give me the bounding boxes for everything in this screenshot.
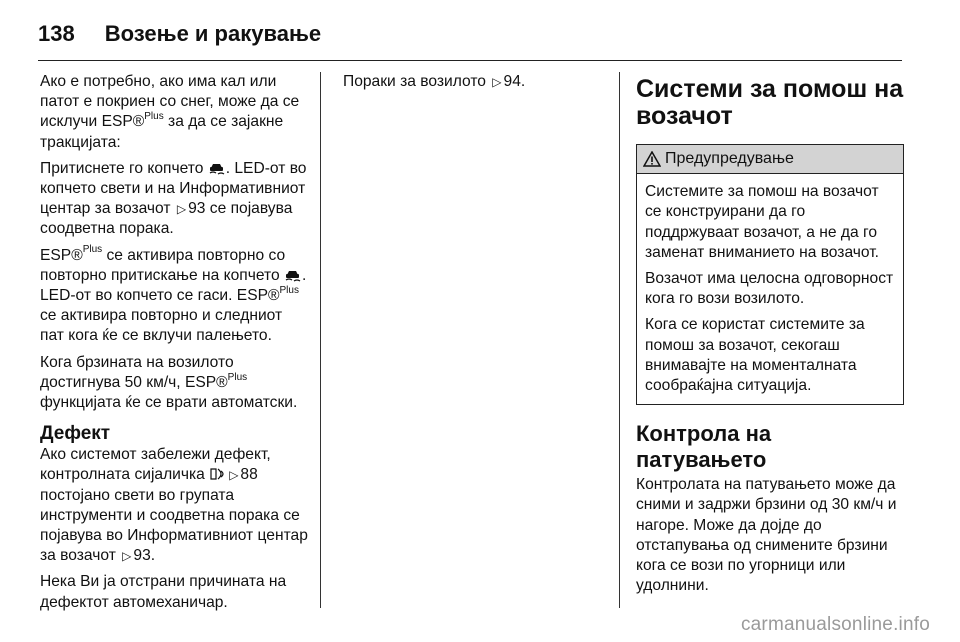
paragraph-vehicle-messages: Пораки за возилото ▷ 94. xyxy=(343,73,526,90)
paragraph-speed-auto: Кога брзината на возилото достигнува 50 км/ч, ESP®$^{Plus}$ функцијата ќе се врати автоматски. xyxy=(40,353,298,412)
column-3 xyxy=(636,72,904,602)
page-reference-icon: ▷ xyxy=(176,202,187,217)
column-1 xyxy=(40,72,308,619)
paragraph-press-button: Притиснете го копчето . LED-от во копчето свети и на Информативниот центар за возачот ▷ 93 се појавува соодветна порака. xyxy=(40,159,307,238)
warning-text-3: Кога се користат системите за помош за возачот, секогаш внимавајте на моменталната сообраќајна ситуација. xyxy=(645,316,865,395)
header-rule xyxy=(38,60,902,61)
page-reference-icon: ▷ xyxy=(122,549,132,564)
page-header xyxy=(38,14,321,54)
warning-text-1: Системите за помош на возачот се конструирани да го поддржуваат возачот, а не да го заменат вниманието на возачот. xyxy=(645,183,879,261)
esp-car-skid-icon xyxy=(208,161,226,175)
paragraph-esp-reactivate: ESP®$^{Plus}$ се активира повторно со повторно притискање на копчето . LED-от во копчето се гаси. ESP®$^{Plus}$ се активира повторно и следниот пат кога ќе се вклучи палењето. xyxy=(40,244,307,345)
page-reference[interactable]: 94 xyxy=(503,73,521,90)
page-reference-icon: ▷ xyxy=(229,468,239,483)
page-number: 138 xyxy=(38,21,75,46)
warning-header xyxy=(637,145,903,174)
paragraph-mechanic: Нека Ви ја отстрани причината на дефектот автомеханичар. xyxy=(40,573,287,611)
page-reference[interactable]: 88 xyxy=(240,466,258,484)
section-heading-fault: Дефект xyxy=(40,423,111,445)
warning-text-2: Возачот има целосна одговорност кога го вози возилото. xyxy=(645,270,894,308)
warning-body xyxy=(637,174,903,404)
paragraph-esp-off: Ако е потребно, ако има кал или патот е покриен со снег, може да се исклучи ESP®$^{Plus}$ за да се зајакне тракцијата: xyxy=(40,73,300,151)
paragraph-cruise-control: Контролата на патувањето може да сними и задржи брзини од 30 км/ч и нагоре. Може да дојде до отстапувања од снимените брзини кога се вози по угорници или удолнини. xyxy=(636,476,897,595)
warning-triangle-icon xyxy=(643,151,661,167)
page-title: Возење и ракување xyxy=(104,21,322,46)
page-reference[interactable]: 93 xyxy=(133,547,151,565)
esp-car-skid-icon xyxy=(284,268,302,282)
page-reference[interactable]: 93 xyxy=(188,200,206,218)
paragraph-fault: Ако системот забележи дефект, контролната сијаличка ▷ 88 постојано свети во групата инструменти и соодветна порака се појавува во Информативниот центар за возачот ▷ 93. xyxy=(40,446,308,565)
watermark: carmanualsonline.info xyxy=(740,614,930,635)
warning-box xyxy=(636,144,904,405)
page-reference-icon: ▷ xyxy=(492,75,502,89)
column-divider-2 xyxy=(619,72,620,608)
column-divider-1 xyxy=(320,72,321,608)
section-heading-cruise-control: Контрола на патувањето xyxy=(636,421,772,473)
section-heading-driver-assist: Системи за помош на возачот xyxy=(636,75,904,130)
column-2 xyxy=(343,72,605,98)
warning-title: Предупредување xyxy=(665,150,794,167)
esp-warning-lamp-icon xyxy=(209,467,227,481)
